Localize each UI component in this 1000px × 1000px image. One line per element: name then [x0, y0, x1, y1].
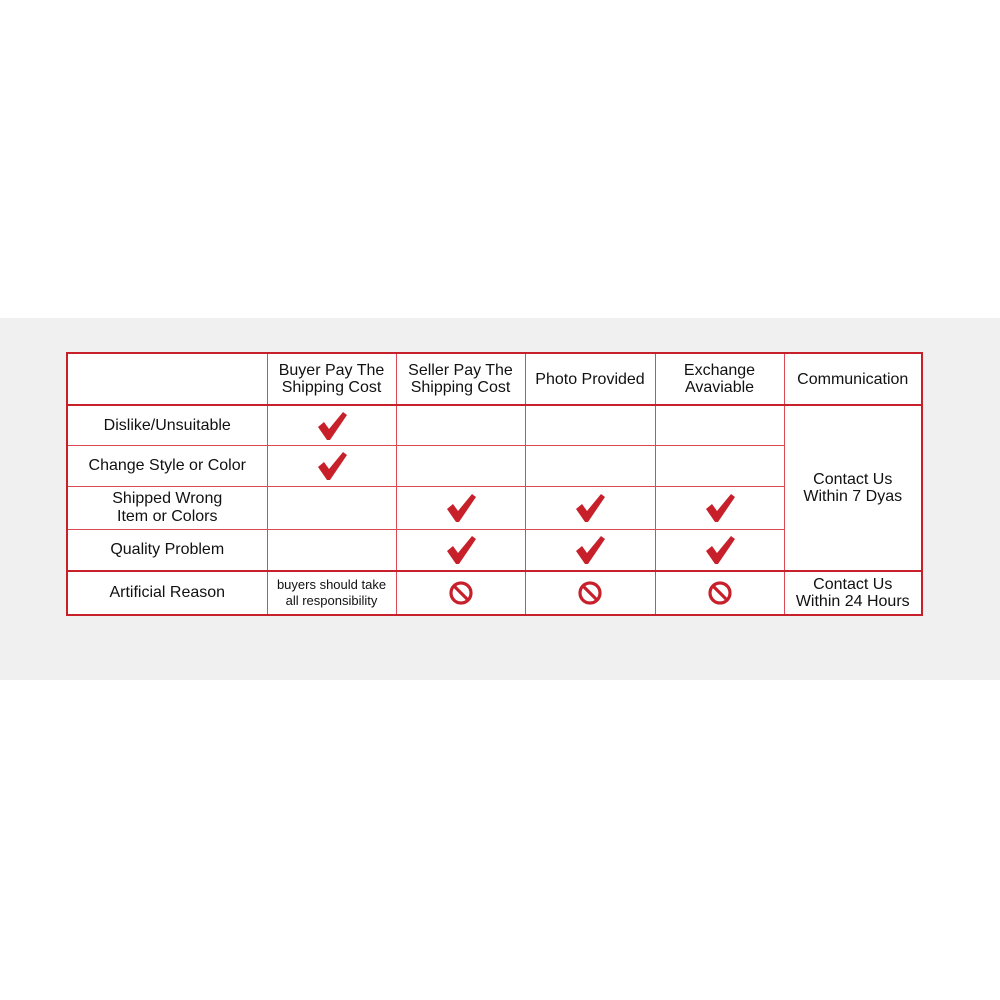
check-icon [445, 492, 477, 524]
cell-buyer-pay [267, 530, 396, 572]
cell-seller-pay [396, 405, 525, 446]
check-icon [316, 450, 348, 482]
check-icon [316, 410, 348, 442]
header-seller-pay: Seller Pay The Shipping Cost [396, 353, 525, 405]
table-row [67, 571, 922, 615]
cell-seller-pay [396, 446, 525, 487]
cell-photo [525, 530, 655, 572]
header-communication: Communication [784, 353, 922, 405]
cell-photo [525, 446, 655, 487]
cell-photo [525, 571, 655, 615]
check-icon [574, 534, 606, 566]
cell-exchange [655, 446, 784, 487]
no-icon [707, 580, 733, 606]
cell-exchange [655, 571, 784, 615]
no-icon [448, 580, 474, 606]
header-photo-provided: Photo Provided [525, 353, 655, 405]
cell-exchange [655, 530, 784, 572]
cell-seller-pay [396, 571, 525, 615]
row-label: Dislike/Unsuitable [67, 405, 267, 446]
check-icon [704, 534, 736, 566]
check-icon [445, 534, 477, 566]
row-label: Shipped Wrong Item or Colors [67, 487, 267, 530]
row-label: Artificial Reason [67, 571, 267, 615]
return-policy-table [66, 352, 923, 616]
header-row [67, 353, 922, 405]
cell-photo [525, 487, 655, 530]
cell-buyer-pay [267, 405, 396, 446]
header-empty [67, 353, 267, 405]
cell-buyer-pay [267, 446, 396, 487]
no-icon [577, 580, 603, 606]
cell-seller-pay [396, 530, 525, 572]
header-buyer-pay: Buyer Pay The Shipping Cost [267, 353, 396, 405]
header-exchange: Exchange Avaviable [655, 353, 784, 405]
check-icon [704, 492, 736, 524]
cell-exchange [655, 487, 784, 530]
cell-seller-pay [396, 487, 525, 530]
cell-buyer-note: buyers should take all responsibility [267, 571, 396, 615]
table-row [67, 405, 922, 446]
check-icon [574, 492, 606, 524]
cell-buyer-pay [267, 487, 396, 530]
communication-cell-7-days: Contact Us Within 7 Dyas [784, 405, 922, 571]
cell-photo [525, 405, 655, 446]
row-label: Change Style or Color [67, 446, 267, 487]
cell-exchange [655, 405, 784, 446]
row-label: Quality Problem [67, 530, 267, 572]
communication-cell-24-hours: Contact Us Within 24 Hours [784, 571, 922, 615]
